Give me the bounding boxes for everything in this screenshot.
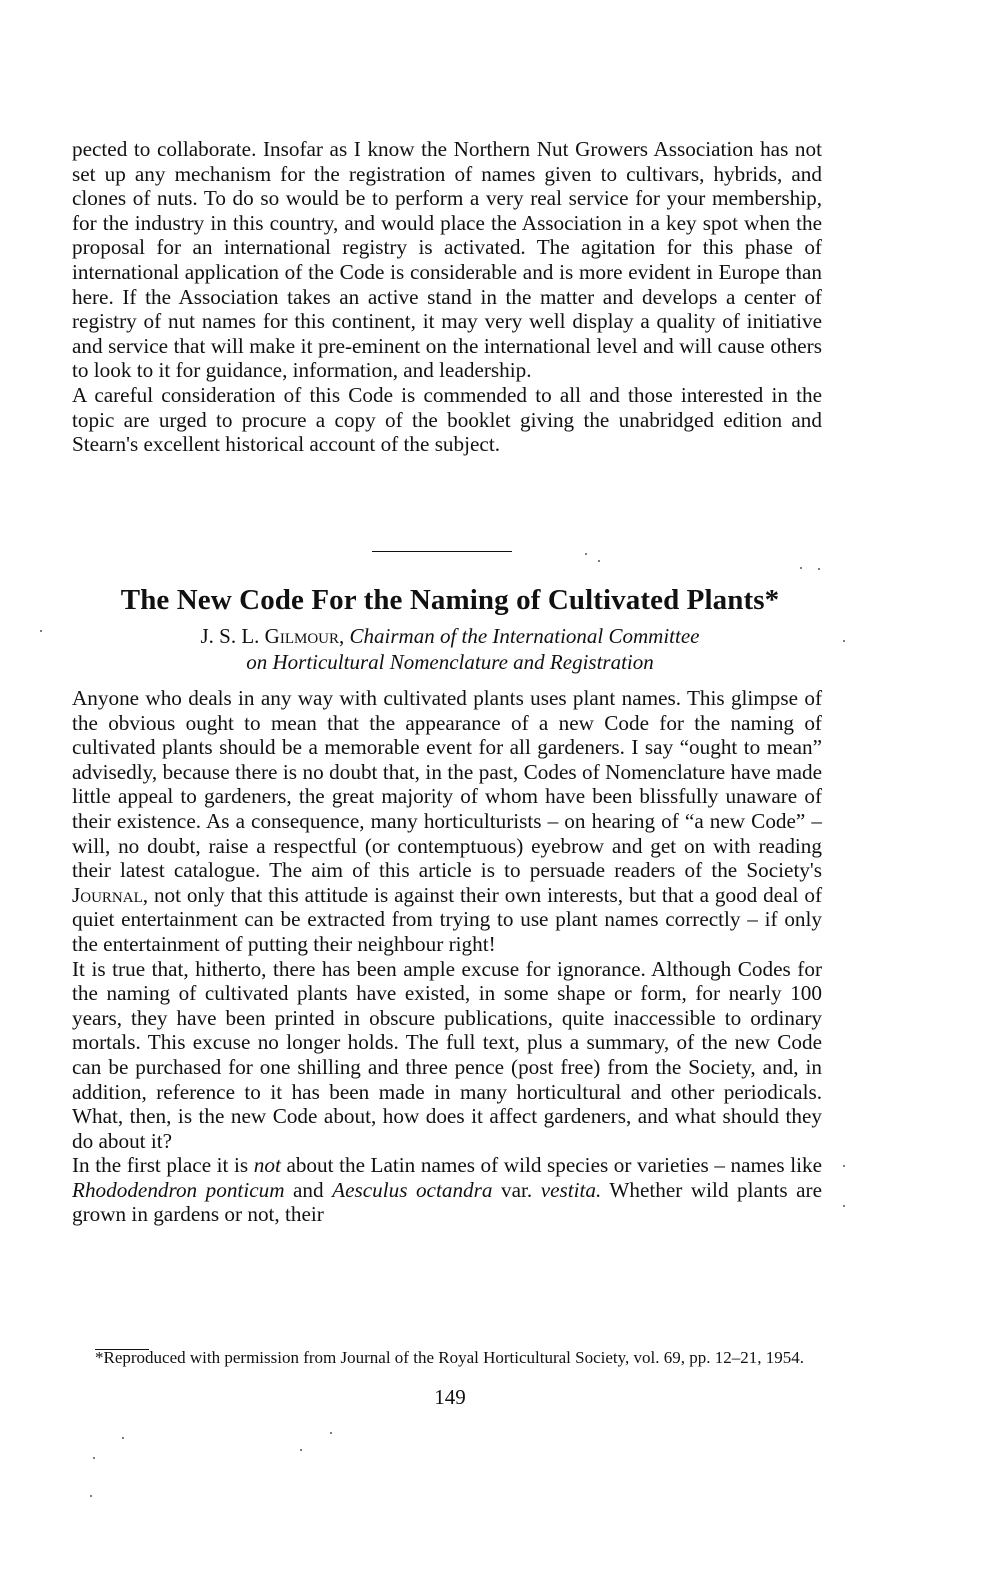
scan-speck [122,1437,124,1439]
scan-speck [40,630,42,632]
page-number: 149 [434,1385,466,1409]
previous-article-ending [72,137,822,457]
article-title: The New Code For the Naming of Cultivated Plants* [120,584,780,616]
body-paragraph: pected to collaborate. Insofar as I know the Northern Nut Growers Association has not set up any mechanism for the registration of names given to cultivars, hybrids, and clones of nuts. To do so would be to perform a very real service for your membership, for the industry in this country, and would place the Association in a key spot when the proposal for an international registry is activated. The agitation for this phase of international application of the Code is considerable and is more evident in Europe than here. If the Association takes an active stand in the matter and develops a center of registry of nut names for this continent, it may very well display a quality of initiative and service that will make it pre-eminent on the international level and will cause others to look to it for guidance, information, and leadership. [72,137,822,383]
scan-speck [330,1432,332,1434]
scan-speck [93,1457,95,1459]
journal-word: Journal, [72,882,149,907]
body-paragraph: It is true that, hitherto, there has been ample excuse for ignorance. Although Codes for the naming of cultivated plants have existed, in some shape or form, for nearly 100 years, they have been printed in obscure publications, quite inaccessible to ordinary mortals. This excuse no longer holds. The full text, plus a summary, of the new Code can be purchased for one shilling and three pence (post free) from the Society, and, in addition, reference to it has been made in many horticultural and other periodicals. What, then, is the new Code about, how does it affect gardeners, and what should they do about it? [72,956,822,1153]
body-paragraph: A careful consideration of this Code is commended to all and those interested in the topic are urged to procure a copy of the booklet giving the unabridged edition and Stearn's excellent historical account of the subject. [72,382,822,457]
author-name: J. S. L. Gilmour, [200,624,345,648]
paragraph-text: var. [500,1177,533,1202]
section-divider [372,551,512,552]
paragraph-text: not only that this attitude is against their own interests, but that a good deal of quiet entertainment can be extracted from trying to use plant names correctly – if only the entertainment of putting their neighbour right! [72,882,822,956]
scan-speck [818,568,820,570]
scan-speck [598,560,600,562]
paragraph-text: In the first place it is [72,1153,249,1178]
body-paragraph [72,686,822,957]
scan-speck [800,567,802,569]
footnote: *Reproduced with permission from Journal of the Royal Horticultural Society, vol. 69, pp. 12–21, 1954. [95,1348,805,1367]
article-body [72,686,822,1227]
body-paragraph [72,1153,822,1227]
species-name: Rhododendron ponticum [72,1177,285,1202]
paragraph-text: and [293,1177,324,1202]
paragraph-text: Anyone who deals in any way with cultivated plants uses plant names. This glimpse of the obvious ought to mean that the appearance of a new Code for the naming of cultivated plants should be a memorable event for all gardeners. I say “ought to mean” advisedly, because there is no doubt that, in the past, Codes of Nomenclature have made little appeal to gardeners, the great majority of whom have been blissfully unaware of their existence. As a consequence, many horticulturists – on hearing of “a new Code” – will, no doubt, raise a respectful (or contemptuous) eyebrow and get on with reading their latest catalogue. The aim of this article is to persuade readers of the Society's [72,686,822,883]
variety-name: vestita. [540,1177,602,1202]
scan-speck [300,1449,302,1451]
paragraph-text: about the Latin names of wild species or varieties – names like [286,1153,823,1178]
emphasis-not: not [253,1153,281,1178]
species-name: Aesculus octandra [332,1177,493,1202]
paragraph-text: Whether wild plants are grown in gardens or not, their [72,1177,823,1227]
scan-speck [843,1205,845,1207]
scan-speck [843,1165,845,1167]
scan-speck [90,1495,92,1497]
author-byline [100,623,800,675]
author-role-line1: Chairman of the International Committee [349,624,700,648]
author-role-line2: on Horticultural Nomenclature and Registration [246,650,654,674]
scan-speck [585,553,587,555]
scan-speck [843,640,845,642]
